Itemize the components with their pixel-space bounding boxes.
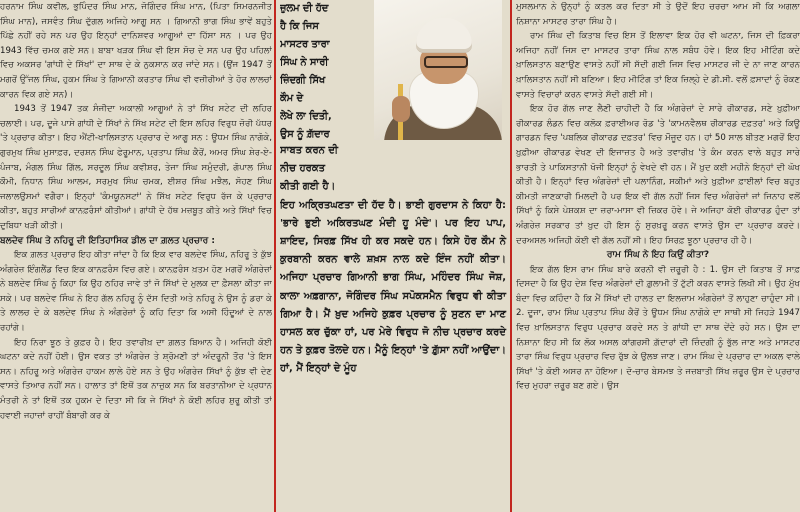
portrait-hand — [392, 96, 410, 122]
right-paragraph-2: ਰਾਮ ਸਿੰਘ ਦੀ ਕਿਤਾਬ ਵਿਚ ਇਸ ਤੋਂ ਇਲਾਵਾ ਇਕ ਹੋਰ ਵੀ ਘਟਨਾ, ਜਿਸ ਦੀ ਫ਼ਿਕਰਾ ਅਜਿਹਾ ਨਹੀਂ ਜਿਸ ਦਾ ਮਾਸਟਰ ਤਾਰਾ ਸਿੰਘ ਨਾਲ ਸਬੰਧ ਹੋਵੇ। ਇਕ ਇਹ ਮੀਟਿੰਗ ਕਦੇ ਖ਼ਾਲਿਸਤਾਨ ਬਣਾਉਣ ਵਾਸਤੇ ਨਹੀਂ ਸੀ ਸੱਦੀ ਗਈ ਜਿਸ ਵਿਚ ਮਾਸਟਰ ਜੀ ਦੇ ਨਾ ਜਾਣ ਕਾਰਨ ਖ਼ਾਲਿਸਤਾਨ ਨਹੀਂ ਸੀ ਬਣਿਆ। ਇਹ ਮੀਟਿੰਗ ਤਾਂ ਇਕ ਜ਼ਿਲ੍ਹੇ ਦੇ ਡੀ.ਸੀ. ਵਲੋਂ ਫ਼ਸਾਦਾਂ ਨੂੰ ਰੋਕਣ ਵਾਸਤੇ ਵਿਚਾਰਾਂ ਕਰਨ ਵਾਸਤੇ ਸੱਦੀ ਗਈ ਸੀ। — [516, 31, 800, 100]
right-section-heading: ਰਾਮ ਸਿੰਘ ਨੇ ਇਹ ਕਿਉਂ ਕੀਤਾ? — [606, 250, 710, 261]
left-paragraph-3: ਇਕ ਗ਼ਲਤ ਪ੍ਰਚਾਰ ਇਹ ਕੀਤਾ ਜਾਂਦਾ ਹੈ ਕਿ ਇਕ ਵਾਰ ਬਲਦੇਵ ਸਿੰਘ, ਨਹਿਰੂ ਤੇ ਕੁੱਝ ਅੰਗਰੇਜ਼ ਇੰਗਲੈਂਡ ਵਿਚ ਇਕ ਕਾਨਫ਼ਰੰਸ ਵਿਚ ਗਏ। ਕਾਨਫ਼ਰੰਸ ਖ਼ਤਮ ਹੋਣ ਮਗਰੋਂ ਅੰਗਰੇਜ਼ਾਂ ਨੇ ਬਲਦੇਵ ਸਿੰਘ ਨੂੰ ਕਿਹਾ ਕਿ ਉਹ ਠਹਿਰ ਜਾਵੇ ਤਾਂ ਜੋ ਸਿੱਖਾਂ ਦੇ ਮੁਲਕ ਦਾ ਫ਼ੈਸਲਾ ਕੀਤਾ ਜਾ ਸਕੇ। ਪਰ ਬਲਦੇਵ ਸਿੰਘ ਨੇ ਇਹ ਗੱਲ ਨਹਿਰੂ ਨੂੰ ਦੱਸ ਦਿਤੀ ਅਤੇ ਨਹਿਰੂ ਨੇ ਉਸ ਨੂੰ ਡਰਾ ਕੇ ਤੇ ਲਾਲਚ ਦੇ ਕੇ ਬਲਦੇਵ ਸਿੰਘ ਨੇ ਅੰਗਰੇਜ਼ਾਂ ਨੂੰ ਕਹਿ ਦਿਤਾ ਕਿ ਅਸੀ ਹਿੰਦੂਆਂ ਦੇ ਨਾਲ ਰਹਾਂਗੇ। — [0, 250, 272, 334]
pull-quote-line-3: ਮਾਸਟਰ ਤਾਰਾ — [280, 39, 330, 50]
pull-quote-intro — [280, 0, 376, 144]
right-column — [516, 0, 800, 512]
left-paragraph-2: 1943 ਤੋਂ 1947 ਤਕ ਸੰਜੀਦਾ ਅਕਾਲੀ ਆਗੂਆਂ ਨੇ ਤਾਂ ਸਿੱਖ ਸਟੇਟ ਦੀ ਲਹਿਰ ਚਲਾਈ। ਪਰ, ਦੂਜੇ ਪਾਸੇ ਗਾਂਧੀ ਦੇ ਸਿੱਖਾਂ ਨੇ ਸਿੱਖ ਸਟੇਟ ਦੀ ਇਸ ਲਹਿਰ ਵਿਰੁਧ ਜ਼ੋਰੀ ਪੱਧਰ 'ਤੇ ਪ੍ਰਚਾਰ ਕੀਤਾ। ਇਹ ਐਂਟੀ-ਖਾਲਿਸਤਾਨ ਪ੍ਰਚਾਰ ਦੇ ਆਗੂ ਸਨ : ਊਧਮ ਸਿੰਘ ਨਾਗੋਕੇ, ਗੁਰਮੁਖ ਸਿੰਘ ਮੁਸਾਫ਼ਰ, ਦਰਸ਼ਨ ਸਿੰਘ ਫੇਰੂਮਾਨ, ਪ੍ਰਤਾਪ ਸਿੰਘ ਕੈਰੋਂ, ਅਮਰ ਸਿੰਘ ਸ਼ੇਰ-ਏ-ਪੰਜਾਬ, ਮੰਗਲ ਸਿੰਘ ਗਿੱਲ, ਸਰਦੂਲ ਸਿੰਘ ਕਵੀਸ਼ਰ, ਤੇਜਾ ਸਿੰਘ ਸਮੁੰਦਰੀ, ਗੋਪਾਲ ਸਿੰਘ ਕੌਮੀ, ਨਿਧਾਨ ਸਿੰਘ ਆਲਮ, ਸਰਮੁਖ ਸਿੰਘ ਚਮਕ, ਈਸ਼ਰ ਸਿੰਘ ਮਝੈਲ, ਸੋਹਣ ਸਿੰਘ ਜਲਾਲਉਸਮਾਂ ਵਗੈਰਾ। ਇਨ੍ਹਾਂ 'ਕੰਮਯੂਨਸਟਾਂ' ਨੇ ਸਿੱਖ ਸਟੇਟ ਵਿਰੁਧ ਰੱਜ ਕੇ ਪ੍ਰਚਾਰ ਕੀਤਾ, ਬਹੁਤ ਸਾਰੀਆਂ ਕਾਨਫ਼ਰੰਸਾਂ ਕੀਤੀਆਂ। ਗਾਂਧੀ ਦੇ ਹੱਥ ਮਜ਼ਬੂਤ ਕੀਤੇ ਅਤੇ ਸਿੱਖਾਂ ਵਿਚ ਦੁਬਿਧਾ ਖੜੀ ਕੀਤੀ। — [0, 104, 272, 231]
pull-quote-line-10: ਨੀਚ ਹਰਕਤ — [280, 163, 326, 175]
column-divider-right — [510, 0, 512, 512]
portrait-glasses — [424, 56, 468, 68]
right-paragraph-1: ਮੁਸਲਮਾਨ ਨੇ ਉਨ੍ਹਾਂ ਨੂੰ ਕਤਲ ਕਰ ਦਿਤਾ ਸੀ ਤੇ ਉਦੋਂ ਇਹ ਚਰਚਾ ਆਮ ਸੀ ਕਿ ਅਗਲਾ ਨਿਸ਼ਾਨਾ ਮਾਸਟਰ ਤਾਰਾ ਸਿੰਘ ਹੈ। — [516, 2, 800, 27]
middle-column — [280, 0, 508, 512]
right-paragraph-4: ਇਕ ਗੱਲ ਇਸ ਰਾਮ ਸਿੰਘ ਬਾਰੇ ਕਰਨੀ ਵੀ ਜ਼ਰੂਰੀ ਹੈ : 1. ਉਸ ਦੀ ਕਿਤਾਬ ਤੋਂ ਸਾਫ਼ ਦਿਸਦਾ ਹੈ ਕਿ ਉਹ ਦੇਸ਼ ਵਿਚ ਅੰਗਰੇਜ਼ਾਂ ਦੀ ਗ਼ੁਲਾਮੀ ਤੋਂ ਟੁੱਟੀ ਕਰਨ ਵਾਸਤੇ ਲਿਖੀ ਸੀ। ਉਹ ਮੁੱਖ ਬੰਦਾ ਵਿਚ ਕਹਿੰਦਾ ਹੈ ਕਿ ਮੈਂ ਸਿੱਖਾਂ ਦੀ ਹਾਲਤ ਦਾ ਇਲਜ਼ਾਮ ਅੰਗਰੇਜ਼ਾਂ ਤੋਂ ਲਾਹੁਣਾ ਚਾਹੁੰਦਾ ਸੀ। 2. ਦੂਜਾ, ਰਾਮ ਸਿੰਘ ਪ੍ਰਤਾਪ ਸਿੰਘ ਕੈਰੋਂ ਤੇ ਊਧਮ ਸਿੰਘ ਨਾਗੋਕੇ ਦਾ ਸਾਥੀ ਸੀ ਜਿਹੜੇ 1947 ਵਿਚ ਖ਼ਾਲਿਸਤਾਨ ਵਿਰੁਧ ਪ੍ਰਚਾਰ ਕਰਦੇ ਸਨ ਤੇ ਗਾਂਧੀ ਦਾ ਸਾਥ ਦੇਂਦੇ ਰਹੇ ਸਨ। ਉਸ ਦਾ ਨਿਸ਼ਾਨਾ ਇਹ ਸੀ ਕਿ ਲੋਕ ਅਸਲ ਕਾਂਗਰਸੀ ਗ਼ੱਦਾਰਾਂ ਦੀ ਜ਼ਿੰਦਗੀ ਨੂੰ ਭੁੱਲ ਜਾਣ ਅਤੇ ਮਾਸਟਰ ਤਾਰਾ ਸਿੰਘ ਵਿਰੁਧ ਪ੍ਰਚਾਰ ਵਿਚ ਰੁੱਝ ਕੇ ਉਲਝ ਜਾਣ। ਰਾਮ ਸਿੰਘ ਦੇ ਪ੍ਰਚਾਰ ਦਾ ਅਕਲ ਵਾਲੇ ਸਿੱਖਾਂ 'ਤੇ ਕੋਈ ਅਸਰ ਨਾ ਹੋਇਆ। ਦੋ-ਚਾਰ ਬੇਸਮਝ ਤੇ ਜਜ਼ਬਾਤੀ ਸਿੱਖ ਜ਼ਰੂਰ ਉਸ ਦੇ ਪ੍ਰਚਾਰ ਵਿਚ ਮੁਹਰਾ ਜ਼ਰੂਰ ਬਣ ਗਏ। ਉਸ — [516, 264, 800, 392]
pull-quote-line-4: ਸਿੰਘ ਨੇ ਸਾਰੀ — [280, 57, 329, 68]
pull-quote-line-11: ਕੀਤੀ ਗਈ ਹੈ। — [280, 181, 336, 193]
left-paragraph-1: ਹਰਨਾਮ ਸਿੰਘ ਕਵੀਲ, ਭੁਪਿੰਦਰ ਸਿੰਘ ਮਾਨ, ਜੋਗਿੰਦਰ ਸਿੰਘ ਮਾਨ, (ਪਿਤਾ ਸਿਮਰਨਜੀਤ ਸਿੰਘ ਮਾਨ), ਜਸਵੰਤ ਸਿੰਘ ਦੁੱਗਲ ਅਜਿਹੇ ਆਗੂ ਸਨ । ਗਿਆਨੀ ਭਾਗ ਸਿੰਘ ਭਾਵੇਂ ਬਹੁਤੇ ਪਿੱਛੇ ਨਹੀਂ ਰਹੇ ਸਨ ਪਰ ਉਹ ਇਨ੍ਹਾਂ ਦਾਨਿਸ਼ਵਰ ਆਗੂਆਂ ਦਾ ਹਿੱਸਾ ਸਨ । ਪਰ ਉਹ 1943 ਵਿੱਚ ਚਮਕ ਗਏ ਸਨ। ਬਾਬਾ ਖੜਕ ਸਿੰਘ ਵੀ ਇਸ ਸੋਚ ਦੇ ਸਨ ਪਰ ਉਹ ਪਹਿਲਾਂ ਵਿਚ ਅਕਸਰ 'ਗਾਂਧੀ ਦੇ ਸਿੱਖਾਂ' ਦਾ ਸਾਥ ਦੇ ਕੇ ਨੁਕਸਾਨ ਕਰ ਜਾਂਦੇ ਸਨ। (ਉਂਜ 1947 ਤੋਂ ਮਗਰੋਂ ਉੱਜਲ ਸਿੰਘ, ਹੁਕਮ ਸਿੰਘ ਤੇ ਗਿਆਨੀ ਕਰਤਾਰ ਸਿੰਘ ਵੀ ਵਜ਼ੀਰੀਆਂ ਤੇ ਹੋਰ ਲਾਲਚਾਂ ਕਾਰਨ ਵਿਕ ਗਏ ਸਨ)। — [0, 2, 272, 100]
portrait-turban — [416, 18, 472, 52]
pull-quote-line-5: ਜ਼ਿੰਦਗੀ ਸਿੱਖ — [280, 75, 326, 86]
pull-quote-line-2: ਹੈ ਕਿ ਜਿਸ — [280, 21, 319, 32]
pull-quote-body — [280, 142, 506, 379]
portrait-photo — [374, 0, 502, 140]
left-paragraph-4: ਇਹ ਨਿਰਾ ਝੂਠ ਤੇ ਕੁਫ਼ਰ ਹੈ। ਇਹ ਤਵਾਰੀਖ਼ ਦਾ ਗ਼ਲਤ ਬਿਆਨ ਹੈ। ਅਜਿਹੀ ਕੋਈ ਘਟਨਾ ਕਦੇ ਨਹੀਂ ਹੋਈ। ਉਸ ਵਕਤ ਤਾਂ ਅੰਗਰੇਜ਼ ਤੇ ਸ਼੍ਰੋਮਣੀ ਤਾਂ ਅੰਦਰੂਨੀ ਤੌਰ 'ਤੇ ਇਸ ਸਨ। ਨਹਿਰੂ ਅਤੇ ਅੰਗਰੇਜ਼ ਹਾਕਮ ਲਾਲੇ ਹੋਏ ਸਨ ਤੇ ਉਹ ਅੰਗਰੇਜ਼ ਸਿੱਖਾਂ ਨੂੰ ਕੁੱਝ ਵੀ ਦੇਣ ਵਾਸਤੇ ਤਿਆਰ ਨਹੀਂ ਸਨ। ਹਾਲਾਤ ਤਾਂ ਇਥੋਂ ਤਕ ਨਾਜ਼ੁਕ ਸਨ ਕਿ ਬਰਤਾਨੀਆ ਦੇ ਪ੍ਰਧਾਨ ਮੰਤਰੀ ਨੇ ਤਾਂ ਇਥੋਂ ਤਕ ਹੁਕਮ ਦੇ ਦਿਤਾ ਸੀ ਕਿ ਜੇ ਸਿੱਖਾਂ ਨੇ ਕੋਈ ਲਹਿਰ ਸ਼ੁਰੂ ਕੀਤੀ ਤਾਂ ਹਵਾਈ ਜਹਾਜ਼ਾਂ ਰਾਹੀਂ ਬੰਬਾਰੀ ਕਰ ਕੇ — [0, 337, 272, 421]
pull-quote-line-1: ਜ਼ੁਲਮ ਦੀ ਹੱਦ — [280, 3, 329, 14]
pull-quote-line-9: ਸਾਬਤ ਕਰਨ ਦੀ — [280, 145, 339, 156]
right-paragraph-3: ਇਕ ਹੋਰ ਗੱਲ ਜਾਣ ਲੈਣੀ ਚਾਹੀਦੀ ਹੈ ਕਿ ਅੰਗਰੇਜ਼ਾਂ ਦੇ ਸਾਰੇ ਰੀਕਾਰਡ, ਸਣੇ ਖ਼ੁਫ਼ੀਆ ਰੀਕਾਰਡ ਲੰਡਨ ਵਿਚ ਕਲੋਕ ਫ਼ਰਾਈਅਰ ਰੋਡ 'ਤੇ 'ਕਾਮਨਵੈਲਥ ਰੀਕਾਰਡ ਦਫ਼ਤਰ' ਅਤੇ ਕਿਊ ਗਾਰਡਨ ਵਿਚ 'ਪਬਲਿਕ ਰੀਕਾਰਡ ਦਫ਼ਤਰ' ਵਿਚ ਮੌਜੂਦ ਹਨ। ਹਾਂ 50 ਸਾਲ ਬੀਤਣ ਮਗਰੋਂ ਇਹ ਖ਼ੁਫ਼ੀਆ ਰੀਕਾਰਡ ਵੇਖਣ ਦੀ ਇਜਾਜ਼ਤ ਹੈ ਅਤੇ ਤਵਾਰੀਖ਼ 'ਤੇ ਕੰਮ ਕਰਨ ਵਾਲੇ ਬਹੁਤ ਸਾਰੇ ਭਾਰਤੀ ਤੇ ਪਾਕਿਸਤਾਨੀ ਖੋਜੀ ਇਨ੍ਹਾਂ ਨੂੰ ਵੇਖਦੇ ਵੀ ਹਨ। ਮੈਂ ਖ਼ੁਦ ਕਈ ਮਹੀਨੇ ਇਨ੍ਹਾਂ ਦੀ ਘੋਖ ਕੀਤੀ ਹੈ। ਇਨ੍ਹਾਂ ਵਿਚ ਅੰਗਰੇਜ਼ਾਂ ਦੀ ਪਲਾਨਿੰਗ, ਸਕੀਮਾਂ ਅਤੇ ਖ਼ੁਫ਼ੀਆ ਫ਼ਾਈਲਾਂ ਵਿਚ ਬਹੁਤ ਕੀਮਤੀ ਜਾਣਕਾਰੀ ਮਿਲਦੀ ਹੈ ਪਰ ਇਕ ਵੀ ਗੱਲ ਨਹੀਂ ਜਿਸ ਵਿਚ ਅੰਗਰੇਜ਼ਾਂ ਜਾਂ ਜਿਨਾਹ ਵਲੋਂ ਸਿੱਖਾਂ ਨੂੰ ਕਿਸੇ ਪੇਸ਼ਕਸ਼ ਦਾ ਜ਼ਰਾ-ਮਾਸਾ ਵੀ ਜ਼ਿਕਰ ਹੋਵੇ। ਜੇ ਅਜਿਹਾ ਕੋਈ ਰੀਕਾਰਡ ਹੁੰਦਾ ਤਾਂ ਅੰਗਰੇਜ਼ ਸਰਕਾਰ ਤਾਂ ਖ਼ੁਦ ਹੀ ਇਸ ਨੂੰ ਸੁਰਖ਼ਰੂ ਕਰਨ ਵਾਸਤੇ ਉਸ ਦਾ ਪ੍ਰਚਾਰ ਕਰਦੇ। ਦਰਅਸਲ ਅਜਿਹੀ ਕੋਈ ਵੀ ਗੱਲ ਨਹੀਂ ਸੀ। ਇਹ ਸਿਰਫ਼ ਝੂਠਾ ਪ੍ਰਚਾਰ ਹੀ ਹੈ। — [516, 104, 800, 246]
left-column — [0, 0, 272, 512]
column-divider-left — [274, 0, 276, 512]
pull-quote-text: ਇਹ ਅਕ੍ਰਿਤਘਣਤਾ ਦੀ ਹੱਦ ਹੈ। ਭਾਈ ਗੁਰਦਾਸ ਨੇ ਕਿਹਾ ਹੈ: 'ਭਾਰੇ ਭੁਈ ਅਕਿਰਤਘਣ ਮੰਦੀ ਹੂ ਮੰਦੇ'। ਪਰ ਇਹ ਪਾਪ, ਸ਼ਾਇਦ, ਸਿਰਫ਼ ਸਿੱਖ ਹੀ ਕਰ ਸਕਦੇ ਹਨ। ਕਿਸੇ ਹੋਰ ਕੌਮ ਨੇ ਕੁਰਬਾਨੀ ਕਰਨ ਵਾਲੇ ਸ਼ਖ਼ਸ ਨਾਲ ਕਦੇ ਇੰਜ ਨਹੀਂ ਕੀਤਾ। ਅਜਿਹਾ ਪ੍ਰਚਾਰ ਗਿਆਨੀ ਭਾਗ ਸਿੰਘ, ਮਹਿੰਦਰ ਸਿੰਘ ਜੋਸ਼, ਕਾਲਾ ਅਫ਼ਗਾਨਾ, ਜੋਗਿੰਦਰ ਸਿੰਘ ਸਪੋਕਸਮੈਨ ਵਿਰੁਧ ਵੀ ਕੀਤਾ ਗਿਆ ਹੈ। ਮੈਂ ਖ਼ੁਦ ਅਜਿਹੇ ਕੁਫ਼ਰ ਪ੍ਰਚਾਰ ਨੂੰ ਸੁਣਨ ਦਾ ਮਾਣ ਹਾਸਲ ਕਰ ਚੁੱਕਾ ਹਾਂ, ਪਰ ਮੇਰੇ ਵਿਰੁਧ ਜੋ ਨੀਚ ਪ੍ਰਚਾਰ ਕਰਦੇ ਹਨ ਤੇ ਕੁਫ਼ਰ ਤੋਲਦੇ ਹਨ। ਮੈਨੂੰ ਇਨ੍ਹਾਂ 'ਤੇ ਗ਼ੁੱਸਾ ਨਹੀਂ ਆਉਂਦਾ। ਹਾਂ, ਮੈਂ ਇਨ੍ਹਾਂ ਦੇ ਮੂੰਹ — [280, 199, 506, 375]
pull-quote-line-8: ਉਸ ਨੂੰ ਗ਼ੱਦਾਰ — [280, 129, 330, 140]
pull-quote-line-7: ਲੇਖੇ ਲਾ ਦਿਤੀ, — [280, 111, 332, 122]
pull-quote-line-6: ਕੌਮ ਦੇ — [280, 93, 304, 104]
left-section-heading: ਬਲਦੇਵ ਸਿੰਘ ਤੇ ਨਹਿਰੂ ਦੀ ਇਤਿਹਾਸਿਕ ਡੀਲ ਦਾ ਗ਼ਲਤ ਪ੍ਰਚਾਰ : — [0, 235, 215, 246]
